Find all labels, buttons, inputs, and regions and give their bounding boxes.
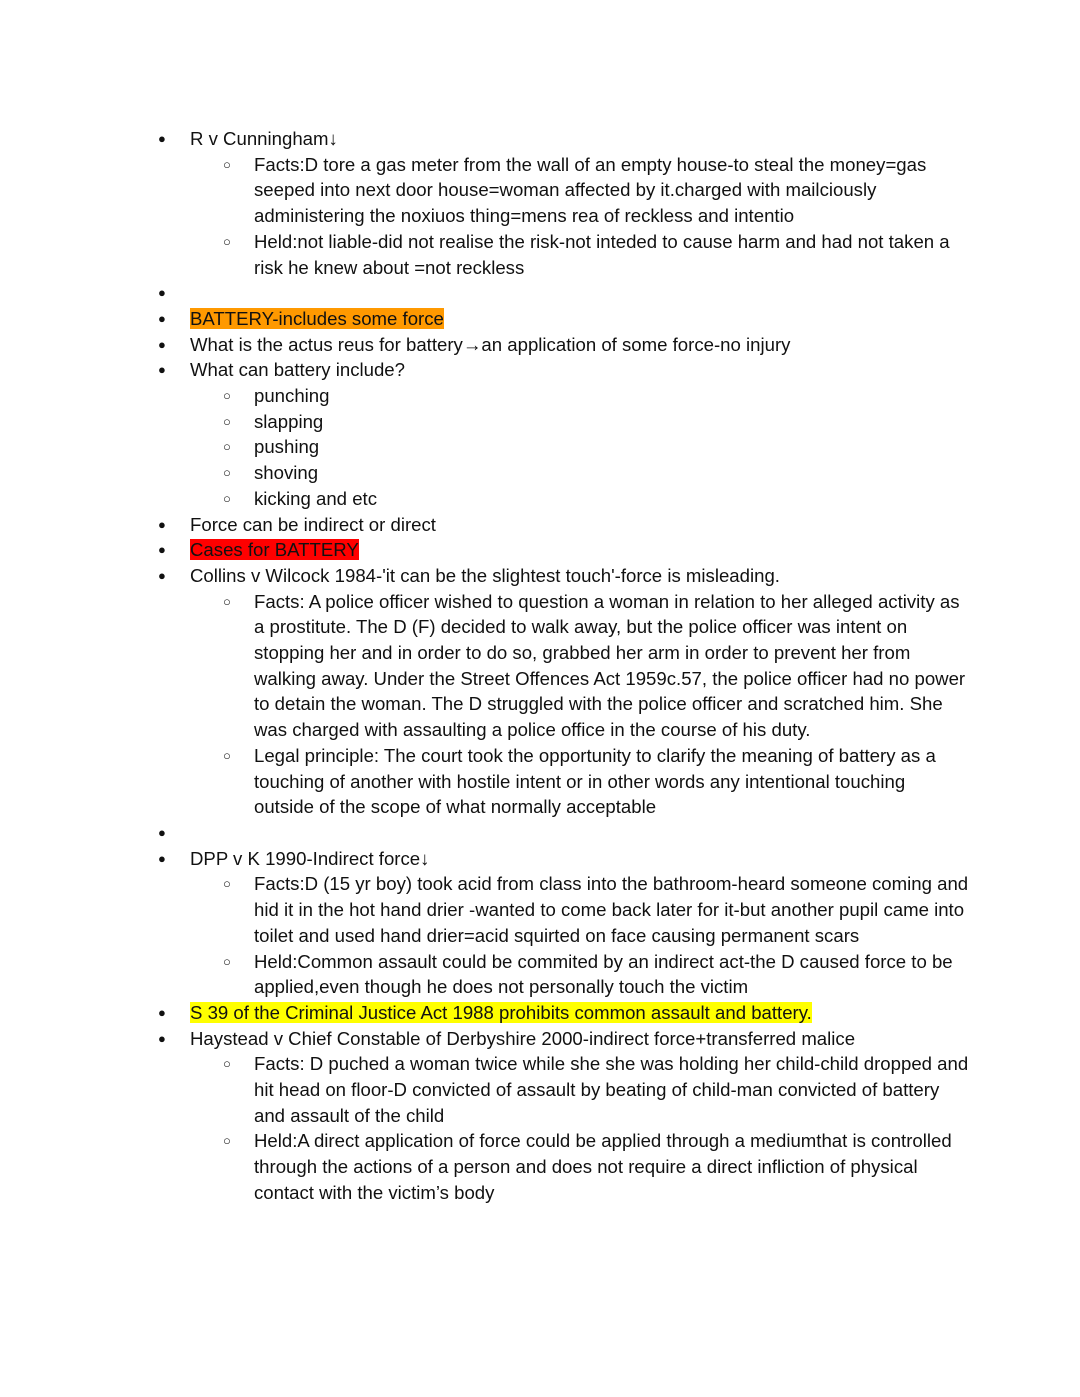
case-facts: Facts: A police officer wished to question a woman in relation to her alleged activity as a prostitute. The D (F) decided to walk away, but the police officer was intent on stopping her and in order to do so, grabbed her arm in order to prevent her from walking away. Under the Street Offences Act 1959c.57, the police officer had no power to detain the woman. The D struggled with the police officer and scratched him. She was charged with assaulting a police office in the course of his duty. bbox=[254, 590, 966, 741]
list-item bbox=[0, 512, 1080, 538]
case-title-collins: Collins v Wilcock 1984-'it can be the slightest touch'-force is misleading. bbox=[190, 564, 780, 586]
actus-reus-text: What is the actus reus for battery→an application of some force-no injury bbox=[190, 333, 791, 355]
example-item: shoving bbox=[254, 462, 319, 484]
list-item bbox=[0, 229, 1080, 280]
example-item: slapping bbox=[254, 410, 324, 432]
list-item bbox=[0, 126, 1080, 152]
list-item bbox=[0, 537, 1080, 563]
list-item bbox=[0, 383, 1080, 409]
notes-document bbox=[0, 126, 1080, 1206]
list-item bbox=[0, 1000, 1080, 1026]
list-item bbox=[0, 949, 1080, 1000]
cases-heading: Cases for BATTERY bbox=[190, 539, 359, 561]
case-held: Held:not liable-did not realise the risk-not inteded to cause harm and had not taken a risk he knew about =not reckless bbox=[254, 230, 950, 278]
case-title-dpp-v-k: DPP v K 1990-Indirect force↓ bbox=[190, 847, 430, 869]
statute-text: S 39 of the Criminal Justice Act 1988 prohibits common assault and battery. bbox=[190, 1001, 812, 1023]
list-item bbox=[0, 152, 1080, 229]
list-item bbox=[0, 434, 1080, 460]
list-item bbox=[0, 1128, 1080, 1205]
example-item: punching bbox=[254, 385, 330, 407]
list-item bbox=[0, 563, 1080, 589]
list-item bbox=[0, 871, 1080, 948]
case-held: Held:A direct application of force could be applied through a mediumthat is controlled through the actions of a person and does not require a direct infliction of physical contact with the victim’s body bbox=[254, 1130, 952, 1203]
list-item bbox=[0, 357, 1080, 383]
example-item: pushing bbox=[254, 436, 320, 458]
list-item bbox=[0, 1051, 1080, 1128]
example-item: kicking and etc bbox=[254, 487, 377, 509]
battery-include-question: What can battery include? bbox=[190, 359, 405, 381]
list-item bbox=[0, 846, 1080, 872]
list-item bbox=[0, 486, 1080, 512]
case-legal-principle: Legal principle: The court took the opportunity to clarify the meaning of battery as a touching of another with hostile intent or in other words any intentional touching outside of the scope of what normally acceptable bbox=[254, 744, 936, 818]
empty-list-item bbox=[0, 820, 1080, 846]
empty-list-item bbox=[0, 280, 1080, 306]
case-facts: Facts:D tore a gas meter from the wall of an empty house-to steal the money=gas seeped into next door house=woman affected by it.charged with mailciously administering the noxiuos thing=mens rea of reckless and intentio bbox=[254, 153, 927, 227]
list-item bbox=[0, 589, 1080, 743]
list-item bbox=[0, 460, 1080, 486]
case-facts: Facts:D (15 yr boy) took acid from class into the bathroom-heard someone coming and hid it in the hot hand drier -wanted to come back later for it-but another pupil came into toilet and used hand drier=acid squirted on face causing permanent scars bbox=[254, 873, 969, 946]
case-title-cunningham: R v Cunningham↓ bbox=[190, 128, 338, 149]
list-item bbox=[0, 743, 1080, 820]
case-held: Held:Common assault could be commited by an indirect act-the D caused force to be applied,even though he does not personally touch the victim bbox=[254, 950, 953, 998]
case-title-haystead: Haystead v Chief Constable of Derbyshire 2000-indirect force+transferred malice bbox=[190, 1027, 856, 1049]
list-item bbox=[0, 409, 1080, 435]
force-type-text: Force can be indirect or direct bbox=[190, 513, 436, 535]
list-item bbox=[0, 1026, 1080, 1052]
list-item bbox=[0, 332, 1080, 358]
case-facts: Facts: D puched a woman twice while she she was holding her child-child dropped and hit head on floor-D convicted of assault by beating of child-man convicted of battery and assault of the child bbox=[254, 1053, 969, 1126]
list-item bbox=[0, 306, 1080, 332]
battery-heading: BATTERY-includes some force bbox=[190, 307, 444, 329]
